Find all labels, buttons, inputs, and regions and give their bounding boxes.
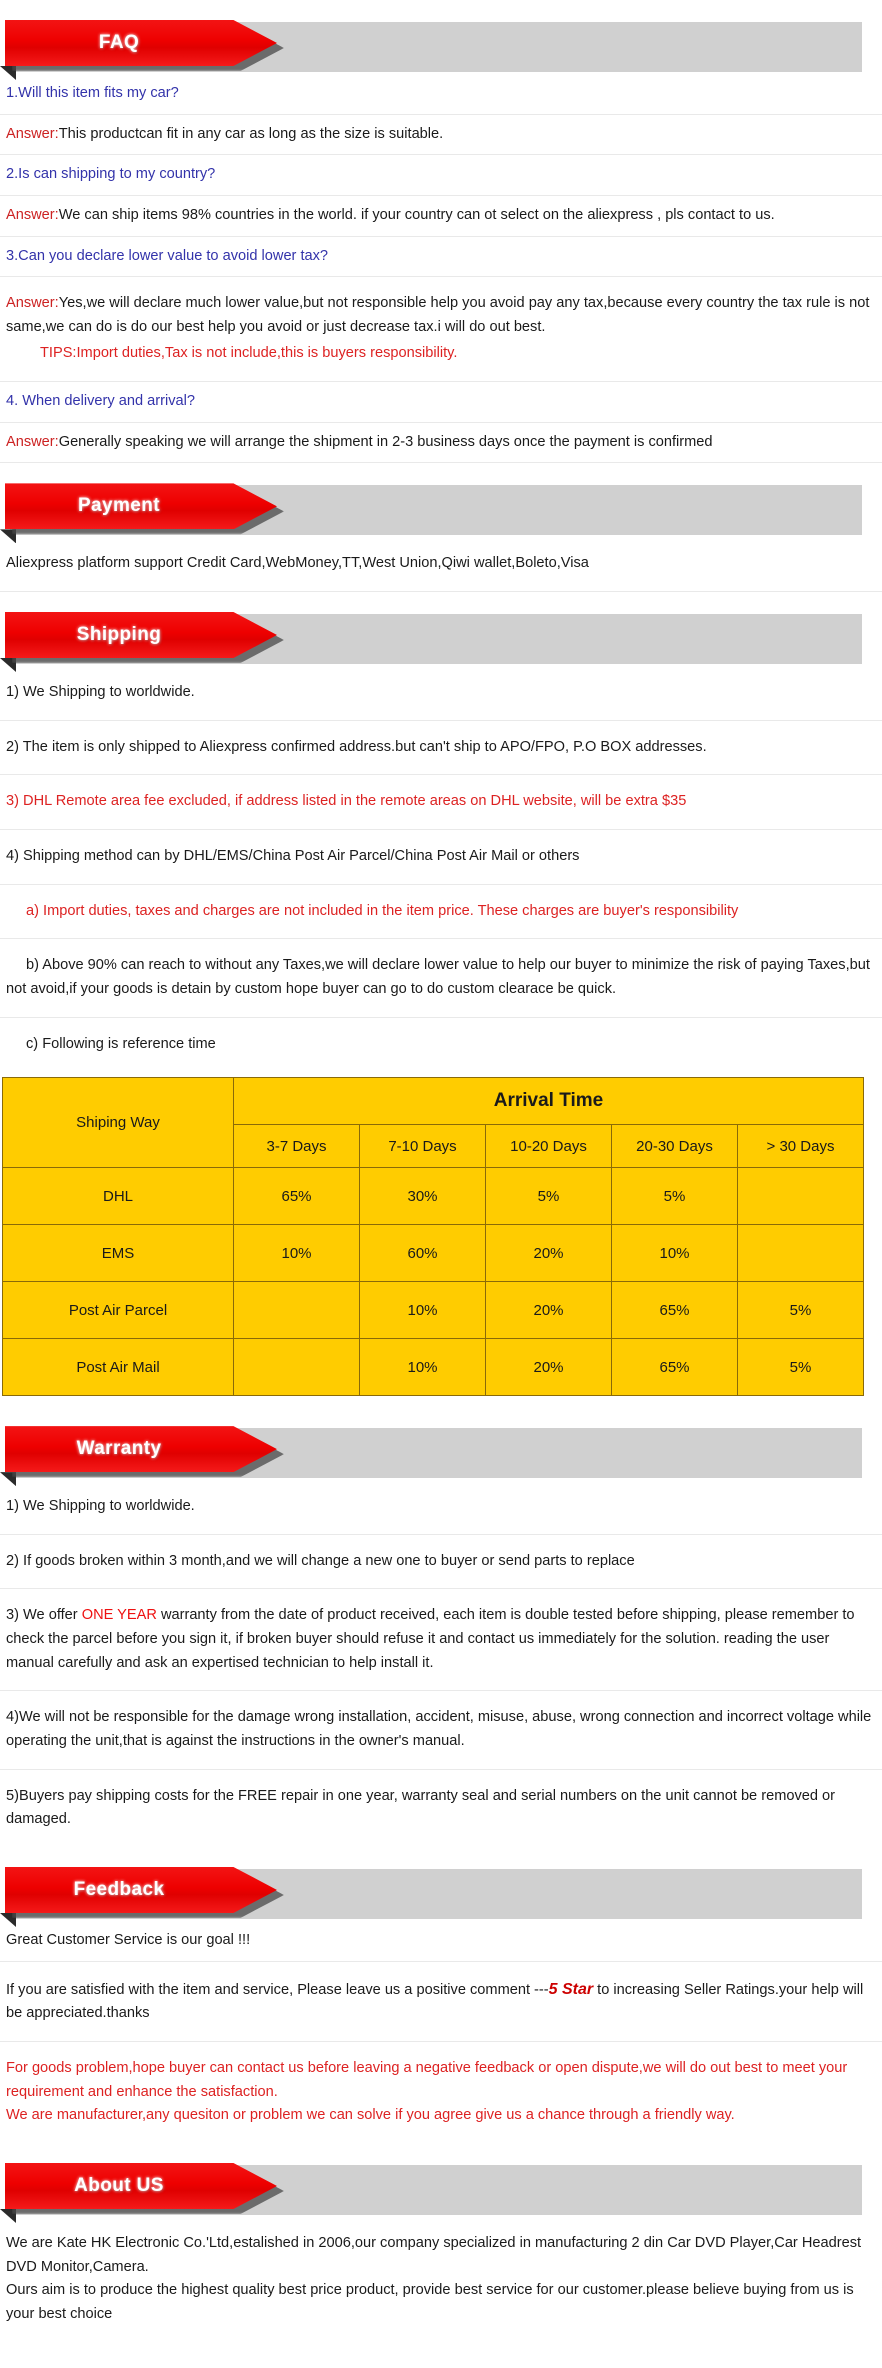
table-row-label-dhl: DHL xyxy=(3,1168,234,1225)
feedback-line-4-text: We are manufacturer,any quesiton or problem we can solve if you agree give us a chance through a friendly way. xyxy=(6,2107,735,2124)
feedback-line-3 xyxy=(0,2042,882,2143)
faq-answer-1 xyxy=(0,115,882,156)
answer-label: Answer: xyxy=(6,125,59,142)
faq-question-4-text: 4. When delivery and arrival? xyxy=(6,393,195,410)
faq-answer-4 xyxy=(0,423,882,464)
table-cell: 65% xyxy=(612,1282,738,1339)
banner-label-faq: FAQ xyxy=(98,32,140,53)
table-cell: 5% xyxy=(612,1168,738,1225)
warranty-line-3-prefix: 3) We offer xyxy=(6,1607,82,1624)
shipping-line-a-text: a) Import duties, taxes and charges are not included in the item price. These charges are buyer's responsibility xyxy=(26,902,739,919)
table-col-header-4: > 30 Days xyxy=(738,1125,864,1168)
feedback-line-2-suffix: to increasing Seller Ratings.your help will be appreciated.thanks xyxy=(6,1981,864,2022)
section-banner-warranty xyxy=(0,1422,862,1480)
payment-text: Aliexpress platform support Credit Card,WebMoney,TT,West Union,Qiwi wallet,Boleto,Visa xyxy=(6,555,589,572)
table-col-header-1: 7-10 Days xyxy=(360,1125,486,1168)
feedback-line-1 xyxy=(0,1921,882,1962)
section-banner-shipping xyxy=(0,608,862,666)
table-row xyxy=(3,1282,864,1339)
faq-answer-2-text: We can ship items 98% countries in the world. if your country can ot select on the aliexpress , pls contact to us. xyxy=(58,206,775,223)
shipping-line-1-text: 1) We Shipping to worldwide. xyxy=(6,684,195,701)
feedback-line-1-text: Great Customer Service is our goal !!! xyxy=(6,1931,251,1948)
feedback-five-star-emphasis: 5 Star xyxy=(548,1980,594,1998)
warranty-line-5 xyxy=(0,1770,882,1847)
warranty-line-3-suffix: warranty from the date of product received, each item is double tested before shipping, please remember to check the parcel before you sign it, if broken buyer should refuse it and contact us immediately for the solution. reading the user manual carefully and ask an expertised technician to help install it. xyxy=(6,1607,855,1671)
table-cell: 5% xyxy=(486,1168,612,1225)
shipping-line-c xyxy=(0,1018,882,1072)
faq-question-1 xyxy=(0,74,882,115)
warranty-line-4-text: 4)We will not be responsible for the damage wrong installation, accident, misuse, abuse, wrong connection and incorrect voltage while operating the unit,that is against the instructions in the owner's manual. xyxy=(6,1709,872,1750)
warranty-line-3 xyxy=(0,1589,882,1691)
faq-question-2-text: 2.Is can shipping to my country? xyxy=(6,166,216,183)
table-header-row xyxy=(3,1078,864,1125)
table-cell: 20% xyxy=(486,1339,612,1396)
answer-label: Answer: xyxy=(6,206,59,223)
arrival-time-table-wrap xyxy=(0,1071,882,1406)
section-banner-about-us xyxy=(0,2159,862,2217)
table-col-header-0: 3-7 Days xyxy=(234,1125,360,1168)
about-us-line-1: We are Kate HK Electronic Co.'Ltd,estalished in 2006,our company specialized in manufacturing 2 din Car DVD Player,Car Headrest DVD Monitor,Camera. xyxy=(6,2235,862,2275)
faq-question-3 xyxy=(0,237,882,278)
table-header-arrival-time: Arrival Time xyxy=(234,1078,864,1125)
table-cell xyxy=(738,1168,864,1225)
shipping-line-a xyxy=(0,885,882,940)
table-row xyxy=(3,1339,864,1396)
table-cell: 10% xyxy=(234,1225,360,1282)
table-cell: 60% xyxy=(360,1225,486,1282)
table-cell xyxy=(234,1339,360,1396)
faq-question-1-text: 1.Will this item fits my car? xyxy=(6,85,179,101)
banner-label-warranty: Warranty xyxy=(76,1438,162,1460)
table-cell xyxy=(234,1282,360,1339)
feedback-line-2 xyxy=(0,1962,882,2043)
faq-answer-3-tip: TIPS:Import duties,Tax is not include,this is buyers responsibility. xyxy=(40,345,458,362)
faq-answer-3-text: Yes,we will declare much lower value,but not responsible help you avoid pay any tax,because every country the tax rule is not same,we can do is do our best help you avoid or just decrease tax.i will do out best. xyxy=(6,295,870,335)
table-cell: 65% xyxy=(612,1339,738,1396)
table-cell: 5% xyxy=(738,1282,864,1339)
table-row-label-post-air-parcel: Post Air Parcel xyxy=(3,1282,234,1339)
table-col-header-2: 10-20 Days xyxy=(486,1125,612,1168)
shipping-line-2 xyxy=(0,721,882,776)
table-header-shiping-way: Shiping Way xyxy=(3,1078,234,1168)
section-banner-feedback xyxy=(0,1863,862,1921)
shipping-line-b xyxy=(0,939,882,1017)
table-cell: 20% xyxy=(486,1282,612,1339)
table-row xyxy=(3,1168,864,1225)
banner-label-shipping: Shipping xyxy=(76,624,162,646)
section-banner-payment xyxy=(0,479,862,537)
table-cell: 10% xyxy=(612,1225,738,1282)
table-row xyxy=(3,1225,864,1282)
table-cell: 10% xyxy=(360,1282,486,1339)
faq-question-3-text: 3.Can you declare lower value to avoid lower tax? xyxy=(6,247,329,264)
section-banner-faq xyxy=(0,16,862,74)
banner-label-payment: Payment xyxy=(77,495,160,517)
product-description-page xyxy=(0,16,882,2368)
shipping-line-4-text: 4) Shipping method can by DHL/EMS/China Post Air Parcel/China Post Air Mail or others xyxy=(6,847,580,864)
about-us-body xyxy=(0,2217,882,2342)
answer-label: Answer: xyxy=(6,433,59,450)
table-cell xyxy=(738,1225,864,1282)
shipping-line-3 xyxy=(0,775,882,830)
faq-answer-3 xyxy=(0,277,882,382)
payment-text-row xyxy=(0,537,882,592)
faq-question-2 xyxy=(0,155,882,196)
warranty-line-1 xyxy=(0,1480,882,1535)
shipping-line-2-text: 2) The item is only shipped to Aliexpress confirmed address.but can't ship to APO/FPO, P.O BOX addresses. xyxy=(6,738,707,755)
shipping-line-4 xyxy=(0,830,882,885)
answer-label: Answer: xyxy=(6,295,59,312)
warranty-one-year-emphasis: ONE YEAR xyxy=(81,1607,157,1624)
banner-label-about-us: About US xyxy=(74,2175,164,2197)
warranty-line-5-text: 5)Buyers pay shipping costs for the FREE repair in one year, warranty seal and serial numbers on the unit cannot be removed or damaged. xyxy=(6,1787,836,1828)
banner-label-feedback: Feedback xyxy=(73,1878,165,1900)
table-cell: 30% xyxy=(360,1168,486,1225)
shipping-remote-fee-amount: $35 xyxy=(661,793,687,810)
table-row-label-post-air-mail: Post Air Mail xyxy=(3,1339,234,1396)
feedback-line-2-prefix: If you are satisfied with the item and service, Please leave us a positive comment --- xyxy=(6,1981,549,1998)
warranty-line-1-text: 1) We Shipping to worldwide. xyxy=(6,1498,195,1515)
faq-answer-4-text: Generally speaking we will arrange the shipment in 2-3 business days once the payment is confirmed xyxy=(58,433,713,450)
shipping-line-1 xyxy=(0,666,882,721)
faq-answer-1-text: This productcan fit in any car as long as the size is suitable. xyxy=(58,125,444,142)
shipping-line-c-text: c) Following is reference time xyxy=(26,1035,216,1052)
shipping-line-b-text: b) Above 90% can reach to without any Taxes,we will declare lower value to help our buyer to minimize the risk of paying Taxes,but not avoid,if your goods is detain by custom hope buyer can go to do custom clearace be quick. xyxy=(6,957,870,997)
arrival-time-table xyxy=(2,1077,864,1396)
table-cell: 10% xyxy=(360,1339,486,1396)
feedback-line-3-text: For goods problem,hope buyer can contact us before leaving a negative feedback or open dispute,we will do out best to meet your requirement and enhance the satisfaction. xyxy=(6,2060,848,2100)
shipping-line-3-text: 3) DHL Remote area fee excluded, if address listed in the remote areas on DHL website, will be extra xyxy=(6,793,662,810)
warranty-line-4 xyxy=(0,1691,882,1769)
table-row-label-ems: EMS xyxy=(3,1225,234,1282)
faq-question-4 xyxy=(0,382,882,423)
table-cell: 65% xyxy=(234,1168,360,1225)
about-us-line-2: Ours aim is to produce the highest quality best price product, provide best service for our customer.please believe buying from us is your best choice xyxy=(6,2282,854,2322)
table-col-header-3: 20-30 Days xyxy=(612,1125,738,1168)
warranty-line-2-text: 2) If goods broken within 3 month,and we will change a new one to buyer or send parts to replace xyxy=(6,1552,635,1569)
warranty-line-2 xyxy=(0,1535,882,1590)
table-cell: 20% xyxy=(486,1225,612,1282)
table-cell: 5% xyxy=(738,1339,864,1396)
faq-answer-2 xyxy=(0,196,882,237)
